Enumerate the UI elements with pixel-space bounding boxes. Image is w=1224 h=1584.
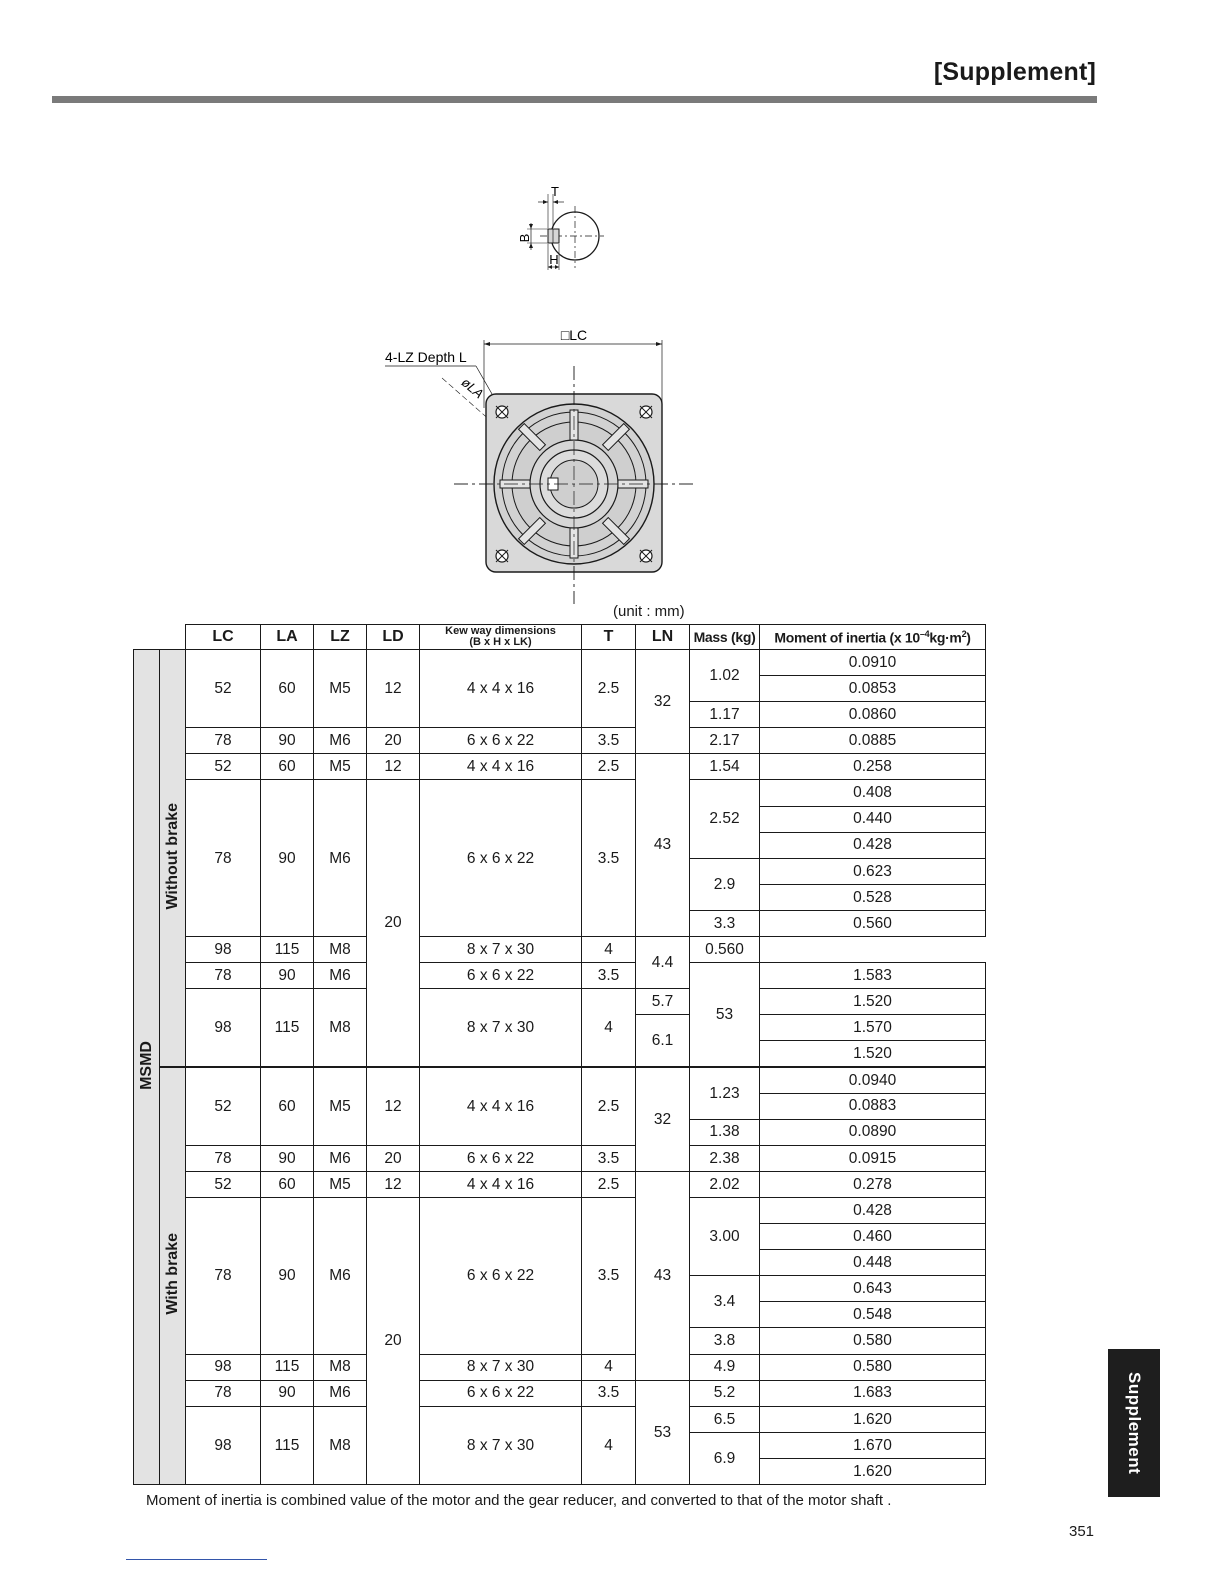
cell-lz: M8 <box>314 1354 367 1380</box>
header-t: T <box>582 625 636 650</box>
cell-lz: M5 <box>314 650 367 728</box>
cell-inertia: 1.620 <box>760 1406 986 1432</box>
cell-t: 4 <box>582 1354 636 1380</box>
cell-la: 90 <box>261 780 314 937</box>
cell-inertia: 0.0890 <box>760 1119 986 1145</box>
cell-mass: 2.02 <box>690 1171 760 1197</box>
cell-kew: 8 x 7 x 30 <box>420 989 582 1067</box>
group-cell-without-brake <box>160 650 186 1068</box>
cell-mass: 3.3 <box>690 910 760 936</box>
cell-ld: 20 <box>367 780 420 1067</box>
cell-inertia: 1.520 <box>760 989 986 1015</box>
cell-lc: 78 <box>186 1380 261 1406</box>
cell-inertia: 1.620 <box>760 1458 986 1484</box>
cell-inertia: 0.0860 <box>760 702 986 728</box>
cell-inertia: 0.278 <box>760 1171 986 1197</box>
cell-lz: M5 <box>314 1067 367 1145</box>
cell-lc: 98 <box>186 937 261 963</box>
cell-la: 90 <box>261 1197 314 1354</box>
cell-ln: 53 <box>690 963 760 1067</box>
header-inertia-sq: 2 <box>961 628 967 639</box>
table-row <box>134 650 986 676</box>
cell-ln: 53 <box>636 1380 690 1484</box>
cell-t: 3.5 <box>582 963 636 989</box>
cell-t: 4 <box>582 1406 636 1484</box>
group-label-without-brake: Without brake <box>163 802 181 910</box>
cell-inertia: 1.683 <box>760 1380 986 1406</box>
header-inertia <box>760 625 986 650</box>
group-label-with-brake: With brake <box>163 1233 181 1316</box>
cell-lc: 52 <box>186 754 261 780</box>
cell-la: 90 <box>261 963 314 989</box>
key-label-b: B <box>517 233 532 243</box>
cell-ln: 32 <box>636 650 690 754</box>
header-mass: Mass (kg) <box>690 625 760 650</box>
cell-kew: 8 x 7 x 30 <box>420 1406 582 1484</box>
cell-inertia: 0.0940 <box>760 1067 986 1093</box>
cell-lz: M6 <box>314 780 367 937</box>
cell-kew: 4 x 4 x 16 <box>420 754 582 780</box>
table-row <box>134 1380 986 1406</box>
header-kew-line1: Kew way dimensions <box>445 625 556 637</box>
cell-lz: M8 <box>314 937 367 963</box>
table-row <box>134 963 986 989</box>
cell-inertia: 0.560 <box>760 910 986 936</box>
footnote: Moment of inertia is combined value of the motor and the gear reducer, and converted to that of the motor shaft . <box>146 1492 892 1509</box>
shaft-key-diagram <box>508 182 608 272</box>
cell-lz: M8 <box>314 1406 367 1484</box>
cell-kew: 6 x 6 x 22 <box>420 963 582 989</box>
cell-mass: 1.17 <box>690 702 760 728</box>
cell-lz: M6 <box>314 728 367 754</box>
lc-label: □LC <box>560 327 588 343</box>
cell-lc: 52 <box>186 1171 261 1197</box>
cell-t: 2.5 <box>582 1067 636 1145</box>
cell-mass: 2.9 <box>690 858 760 910</box>
table-row <box>134 1145 986 1171</box>
cell-mass: 4.4 <box>636 937 690 989</box>
cell-inertia: 0.428 <box>760 832 986 858</box>
cell-mass: 5.7 <box>636 989 690 1015</box>
cell-mass: 3.8 <box>690 1328 760 1354</box>
cell-inertia: 0.0885 <box>760 728 986 754</box>
cell-inertia: 0.258 <box>760 754 986 780</box>
model-cell <box>134 650 160 1485</box>
cell-la: 60 <box>261 650 314 728</box>
cell-ld: 20 <box>367 1145 420 1171</box>
flange-diagram <box>380 322 700 604</box>
cell-inertia: 0.580 <box>760 1328 986 1354</box>
cell-inertia: 0.623 <box>760 858 986 884</box>
cell-la: 115 <box>261 1354 314 1380</box>
cell-lc: 52 <box>186 650 261 728</box>
header-lc: LC <box>186 625 261 650</box>
table-row <box>134 1197 986 1223</box>
cell-kew: 6 x 6 x 22 <box>420 1380 582 1406</box>
page-title: [Supplement] <box>933 58 1096 86</box>
cell-lz: M6 <box>314 1145 367 1171</box>
cell-mass: 6.1 <box>636 1015 690 1067</box>
cell-kew: 4 x 4 x 16 <box>420 1067 582 1145</box>
header-inertia-exp: –4 <box>919 628 930 639</box>
model-label: MSMD <box>137 1040 155 1090</box>
cell-lc: 98 <box>186 1406 261 1484</box>
supplement-tab-label: Supplement <box>1125 1371 1144 1475</box>
key-label-h: H <box>549 252 559 267</box>
cell-mass: 6.9 <box>690 1432 760 1484</box>
cell-la: 90 <box>261 1380 314 1406</box>
cell-kew: 6 x 6 x 22 <box>420 728 582 754</box>
cell-lc: 78 <box>186 728 261 754</box>
table-row <box>134 937 986 963</box>
cell-inertia: 0.560 <box>690 937 760 963</box>
cell-inertia: 0.440 <box>760 806 986 832</box>
cell-t: 3.5 <box>582 1380 636 1406</box>
cell-lz: M6 <box>314 1197 367 1354</box>
header-ln: LN <box>636 625 690 650</box>
lz-label: 4-LZ Depth L <box>385 349 467 365</box>
cell-mass: 6.5 <box>690 1406 760 1432</box>
header-kew <box>420 625 582 650</box>
cell-la: 115 <box>261 989 314 1067</box>
cell-inertia: 0.408 <box>760 780 986 806</box>
cell-t: 2.5 <box>582 650 636 728</box>
header-row <box>134 625 986 650</box>
cell-mass: 4.9 <box>690 1354 760 1380</box>
supplement-tab[interactable] <box>1108 1349 1160 1497</box>
table-row <box>134 1354 986 1380</box>
cell-lz: M5 <box>314 754 367 780</box>
cell-lz: M6 <box>314 1380 367 1406</box>
header-inertia-close: ) <box>966 629 971 646</box>
cell-ld: 12 <box>367 754 420 780</box>
cell-inertia: 0.0910 <box>760 650 986 676</box>
header-lz: LZ <box>314 625 367 650</box>
header-ld: LD <box>367 625 420 650</box>
cell-mass: 3.4 <box>690 1276 760 1328</box>
cell-lc: 98 <box>186 989 261 1067</box>
group-cell-with-brake <box>160 1067 186 1485</box>
cell-kew: 6 x 6 x 22 <box>420 1197 582 1354</box>
cell-inertia: 1.670 <box>760 1432 986 1458</box>
cell-t: 3.5 <box>582 1197 636 1354</box>
la-label: øLA <box>458 374 487 402</box>
cell-la: 115 <box>261 1406 314 1484</box>
cell-inertia: 1.520 <box>760 1041 986 1067</box>
cell-t: 4 <box>582 989 636 1067</box>
cell-inertia: 0.643 <box>760 1276 986 1302</box>
unit-note: (unit : mm) <box>613 603 685 620</box>
header-blank <box>134 625 186 650</box>
cell-ld: 12 <box>367 650 420 728</box>
cell-la: 60 <box>261 1067 314 1145</box>
cell-inertia: 0.0883 <box>760 1093 986 1119</box>
cell-la: 90 <box>261 1145 314 1171</box>
cell-ld: 12 <box>367 1067 420 1145</box>
cell-ld: 20 <box>367 728 420 754</box>
cell-kew: 6 x 6 x 22 <box>420 1145 582 1171</box>
cell-mass: 1.02 <box>690 650 760 702</box>
header-kew-line2: (B x H x LK) <box>469 636 532 648</box>
cell-mass: 2.52 <box>690 780 760 858</box>
cell-kew: 4 x 4 x 16 <box>420 650 582 728</box>
cell-inertia: 0.428 <box>760 1197 986 1223</box>
table-row <box>134 754 986 780</box>
cell-ln: 43 <box>636 754 690 937</box>
header-rule <box>52 96 1097 103</box>
cell-t: 4 <box>582 937 636 963</box>
cell-mass: 1.38 <box>690 1119 760 1145</box>
table-row <box>134 1171 986 1197</box>
cell-inertia: 1.583 <box>760 963 986 989</box>
cell-la: 60 <box>261 754 314 780</box>
cell-mass: 3.00 <box>690 1197 760 1275</box>
cell-inertia: 0.0915 <box>760 1145 986 1171</box>
cell-ld: 12 <box>367 1171 420 1197</box>
cell-ld: 20 <box>367 1197 420 1484</box>
header-la: LA <box>261 625 314 650</box>
dimensions-table <box>133 624 986 1485</box>
cell-lc: 78 <box>186 963 261 989</box>
cell-mass: 1.54 <box>690 754 760 780</box>
header-inertia-prefix: Moment of inertia (x 10 <box>774 629 920 646</box>
cell-inertia: 0.580 <box>760 1354 986 1380</box>
cell-mass: 1.23 <box>690 1067 760 1119</box>
cell-t: 3.5 <box>582 1145 636 1171</box>
cell-inertia: 0.548 <box>760 1302 986 1328</box>
table-row <box>134 780 986 806</box>
cell-inertia: 1.570 <box>760 1015 986 1041</box>
cell-la: 60 <box>261 1171 314 1197</box>
cell-lc: 78 <box>186 1197 261 1354</box>
cell-t: 2.5 <box>582 754 636 780</box>
cell-kew: 6 x 6 x 22 <box>420 780 582 937</box>
cell-kew: 8 x 7 x 30 <box>420 937 582 963</box>
cell-lc: 98 <box>186 1354 261 1380</box>
cell-inertia: 0.528 <box>760 884 986 910</box>
cell-mass: 2.17 <box>690 728 760 754</box>
header-inertia-unit: kg·m <box>929 629 962 646</box>
table-row <box>134 1067 986 1093</box>
cell-lc: 52 <box>186 1067 261 1145</box>
table-row <box>134 728 986 754</box>
cell-lc: 78 <box>186 1145 261 1171</box>
cell-mass: 2.38 <box>690 1145 760 1171</box>
cell-lc: 78 <box>186 780 261 937</box>
cell-ln: 32 <box>636 1067 690 1171</box>
cell-t: 3.5 <box>582 728 636 754</box>
cell-lz: M5 <box>314 1171 367 1197</box>
cell-t: 2.5 <box>582 1171 636 1197</box>
key-label-t: T <box>551 184 559 199</box>
cell-inertia: 0.460 <box>760 1224 986 1250</box>
cell-lz: M8 <box>314 989 367 1067</box>
cell-ln: 43 <box>636 1171 690 1380</box>
cell-inertia: 0.448 <box>760 1250 986 1276</box>
cell-mass: 5.2 <box>690 1380 760 1406</box>
cell-la: 90 <box>261 728 314 754</box>
table-row <box>134 1406 986 1432</box>
page-number: 351 <box>1069 1523 1095 1540</box>
table-row <box>134 989 986 1015</box>
cell-lz: M6 <box>314 963 367 989</box>
footer-link-underline <box>126 1559 267 1560</box>
cell-t: 3.5 <box>582 780 636 937</box>
cell-kew: 4 x 4 x 16 <box>420 1171 582 1197</box>
cell-kew: 8 x 7 x 30 <box>420 1354 582 1380</box>
cell-inertia: 0.0853 <box>760 676 986 702</box>
cell-la: 115 <box>261 937 314 963</box>
